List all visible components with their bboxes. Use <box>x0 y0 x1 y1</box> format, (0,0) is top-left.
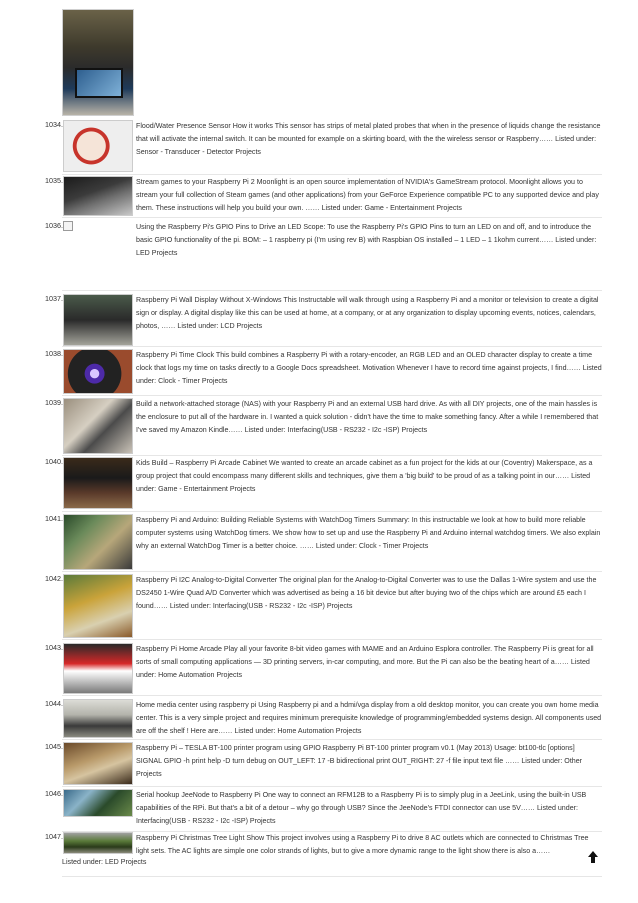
broken-image-icon <box>63 221 73 231</box>
item-description[interactable]: Stream games to your Raspberry Pi 2 Moonlight is an open source implementation of NVIDIA's GameStream protocol. Moonlight allows you to stream your full collection of Steam games (and other applications) from your GeForce Experience compatible PC to any supported device and play them. These instructions will help you build your own. …… Listed under: Game - Entertainment Projects <box>136 178 599 212</box>
item-number: 1036. <box>45 221 63 230</box>
item-description[interactable]: Build a network-attached storage (NAS) with your Raspberry Pi and an external USB hard drive. As with all DIY projects, one of the main hassles is the enclosure to put all of the hardware in. I wanted a quick solution - didn't have the time to make something fancy. After a while I remembered that I've saved my Amazon Kindle…… Listed under: Interfacing(USB - RS232 - I2c -ISP) Projects <box>136 400 599 434</box>
divider <box>62 876 602 877</box>
divider <box>62 639 602 640</box>
listed-under-text[interactable]: Listed under: LED Projects <box>62 858 147 866</box>
item-number: 1042. <box>45 574 63 583</box>
list-item <box>45 832 602 877</box>
list-item <box>45 176 602 218</box>
list-item <box>45 457 602 512</box>
item-description[interactable]: Serial hookup JeeNode to Raspberry Pi One way to connect an RFM12B to a Raspberry Pi is to simply plug in a JeeLink, using the built-in USB capabilities of the RPi. But that's a bit of a detour – why go through USB? Since the JeeNode's FTDI connector can use 5V…… Listed under: Interfacing(USB - RS232 - I2c -ISP) Projects <box>136 791 587 825</box>
divider <box>62 571 602 572</box>
divider <box>62 786 602 787</box>
thumbnail-image <box>63 514 133 570</box>
list-item <box>45 221 602 291</box>
item-number: 1039. <box>45 398 63 407</box>
list-item <box>45 120 602 175</box>
divider <box>62 174 602 175</box>
list-item <box>45 574 602 640</box>
divider <box>62 395 602 396</box>
list-item <box>45 294 602 347</box>
thumbnail-image <box>63 574 133 638</box>
item-number: 1045. <box>45 742 63 751</box>
item-description[interactable]: Raspberry Pi Home Arcade Play all your favorite 8-bit video games with MAME and an Arduino Esplora controller. The Raspberry Pi is great for all sorts of small computing applications — 3D printing servers, in-car computing, and more. But the Pi can also be the beating heart of a…… Listed under: Home Automation Projects <box>136 645 594 679</box>
thumbnail-image <box>63 643 133 694</box>
item-description[interactable]: Raspberry Pi I2C Analog-to-Digital Converter The original plan for the Analog-to-Digital Converter was to use the Dallas 1-Wire system and use the DS2450 1-Wire Quad A/D Converter which was advertised as being a 16 bit device but after buying two of the chips which are around £5 each I found…… Listed under: Interfacing(USB - RS232 - I2c -ISP) Projects <box>136 576 597 610</box>
item-description[interactable]: Flood/Water Presence Sensor How it works This sensor has strips of metal plated probes that when in the presence of liquids change the resistance that will activate the internal switch. It can be mounted for example on a skirting board, with the the wireless sensor or Raspberry…… Listed under: Sensor - Transducer - Detector Projects <box>136 122 601 156</box>
thumbnail-image <box>63 832 133 854</box>
divider <box>62 739 602 740</box>
list-item <box>45 789 602 832</box>
item-number: 1043. <box>45 643 63 652</box>
item-number: 1040. <box>45 457 63 466</box>
item-description[interactable]: Kids Build – Raspberry Pi Arcade Cabinet We wanted to create an arcade cabinet as a fun project for the kids at our (Coventry) Makerspace, as a group project that could encompass many different skills and techniques, give them a 'big build' to be proud of as a talking point in our…… Listed under: Game - Entertainment Projects <box>136 459 593 493</box>
list-item <box>45 349 602 396</box>
item-description[interactable]: Using the Raspberry Pi's GPIO Pins to Drive an LED Scope: To use the Raspberry Pi's GPIO Pins to turn an LED on and off, and to introduce the basic GPIO functionality of the pi. BOM: – 1 raspberry pi (I'm using rev B) with Raspbian OS installed – 1 LED – 1 1kohm current…… Listed under: LED Projects <box>136 223 597 257</box>
thumbnail-image <box>63 294 133 346</box>
thumbnail-image <box>63 699 133 738</box>
item-number: 1046. <box>45 789 63 798</box>
thumbnail-image <box>63 789 133 817</box>
item-number: 1041. <box>45 514 63 523</box>
thumbnail-image <box>63 176 133 216</box>
item-number: 1044. <box>45 699 63 708</box>
thumbnail-image <box>63 398 133 454</box>
item-number: 1037. <box>45 294 63 303</box>
item-description[interactable]: Raspberry Pi Christmas Tree Light Show This project involves using a Raspberry Pi to drive 8 AC outlets which are connected to Christmas Tree light sets. The AC lights are simple one color strands of lights, but to give a more dynamic range to the light show there is also a…… <box>136 834 589 855</box>
thumbnail-image <box>63 120 133 172</box>
item-description[interactable]: Raspberry Pi Time Clock This build combines a Raspberry Pi with a rotary-encoder, an RGB LED and an OLED character display to create a time clock that logs my time on tasks directly to a Google Docs spreadsheet. Motivation Whenever I have to record time against projects, I find…… Listed under: Clock - Timer Projects <box>136 351 602 385</box>
item-number: 1047. <box>45 832 63 841</box>
list-item <box>45 742 602 787</box>
item-description[interactable]: Raspberry Pi Wall Display Without X-Windows This Instructable will walk through using a Raspberry Pi and a monitor or television to create a digital sign or display. A digital display like this can be used at home, at a company, or at any organization to display upcoming events, notices, calendars, photos, …… Listed under: LCD Projects <box>136 296 599 330</box>
scroll-to-top-icon[interactable] <box>588 851 598 863</box>
item-description[interactable]: Home media center using raspberry pi Using Raspberry pi and a hdmi/vga display from a old desktop monitor, you can create you own home media center. This is a very simple project and requires minimum prerequisite knowledge of programming/embedded systems design. All components used are off the shelf ! Here are…… Listed under: Home Automation Projects <box>136 701 602 735</box>
thumbnail-image <box>62 9 134 116</box>
item-number: 1038. <box>45 349 63 358</box>
list-item <box>45 643 602 696</box>
list-item <box>45 514 602 572</box>
divider <box>62 695 602 696</box>
item-description[interactable]: Raspberry Pi and Arduino: Building Reliable Systems with WatchDog Timers Summary: In this instructable we look at how to build more reliable computer systems using WatchDog timers. We show how to set up and use the Raspberry Pi and Arduino internal watchdog timers. We also explain why an external WatchDog Timer is a better choice. …… Listed under: Clock - Timer Projects <box>136 516 601 550</box>
divider <box>62 217 602 218</box>
list-item <box>45 398 602 456</box>
thumbnail-image <box>63 349 133 394</box>
item-number: 1034. <box>45 120 63 129</box>
item-number: 1035. <box>45 176 63 185</box>
divider <box>62 290 602 291</box>
divider <box>62 455 602 456</box>
item-description[interactable]: Raspberry Pi – TESLA BT-100 printer program using GPIO Raspberry Pi BT-100 printer program v0.1 (May 2013) Usage: bt100-tlc [options] SIGNAL GPIO -h print help -D turn debug on OUT_LEFT: 17 -B bidirectional print OUT_RIGHT: 27 -f file input text file …… Listed under: Other Projects <box>136 744 583 778</box>
thumbnail-image <box>63 742 133 785</box>
list-item <box>45 699 602 740</box>
thumbnail-image <box>63 457 133 509</box>
divider <box>62 511 602 512</box>
divider <box>62 346 602 347</box>
